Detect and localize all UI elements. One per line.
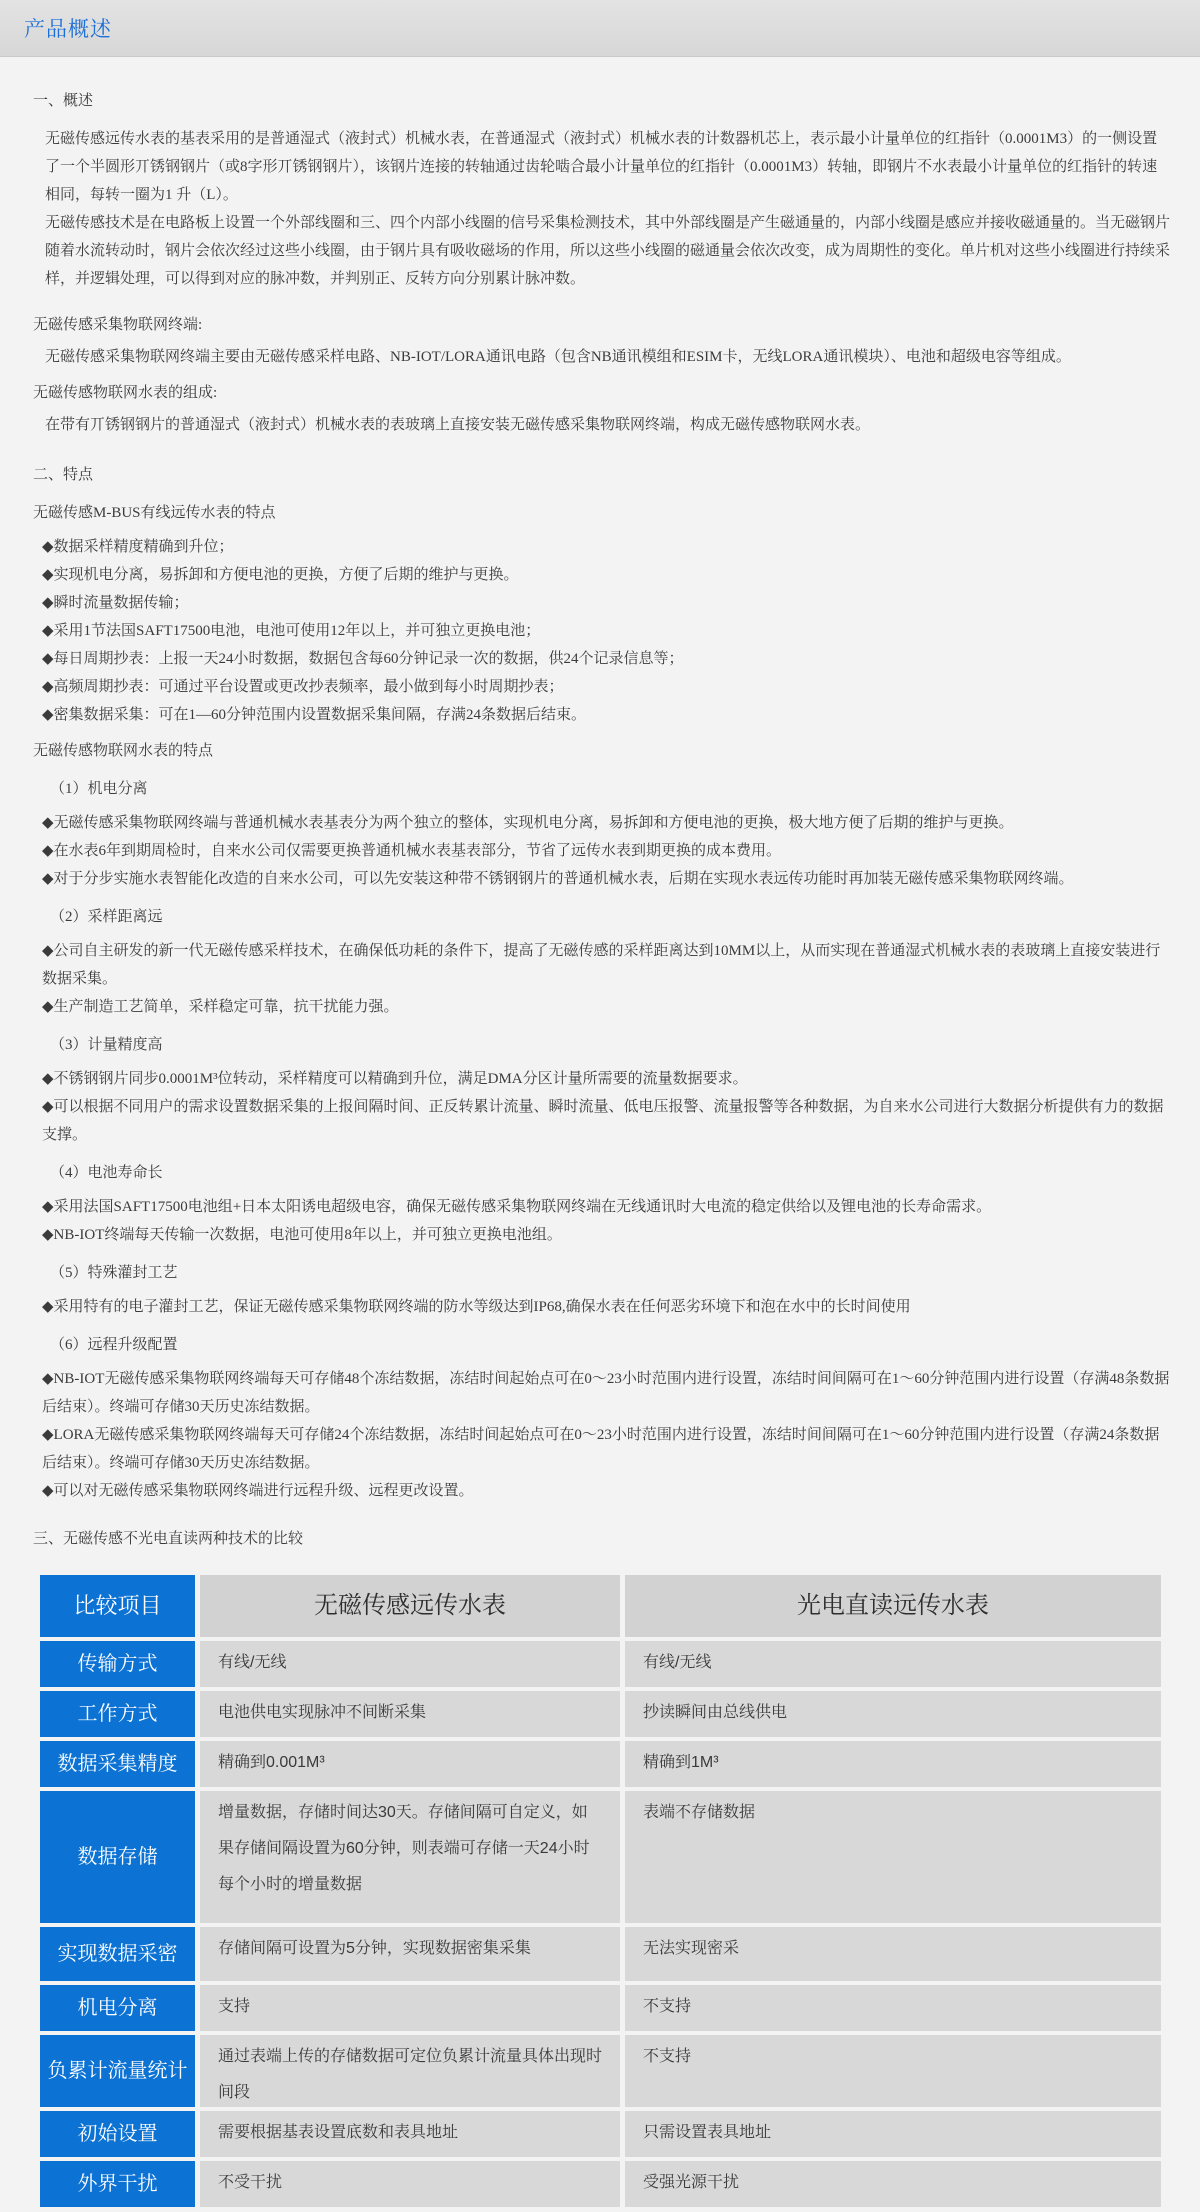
overview-paragraph: 无磁传感远传水表的基表采用的是普通湿式（液封式）机械水表，在普通湿式（液封式）机械水表的计数器机芯上，表示最小计量单位的红指针（0.0001M3）的一侧设置了一个半圆形丌锈钢钢片（或8字形丌锈钢钢片），该钢片连接的转轴通过齿轮啮合最小计量单位的红指针（0.0001M3）转轴，即钢片不水表最小计量单位的红指针的转速相同，每转一圈为1 升（L）。 <box>45 131 1158 203</box>
table-cell: 无法实现密采 <box>625 1927 1161 1981</box>
bullet-item: ◆可以根据不同用户的需求设置数据采集的上报间隔时间、正反转累计流量、瞬时流量、低电压报警、流量报警等各种数据，为自来水公司进行大数据分析提供有力的数据支撑。 <box>42 1099 1164 1143</box>
mbus-bullet-list <box>42 533 1170 729</box>
bullet-item: ◆LORA无磁传感采集物联网终端每天可存储24个冻结数据，冻结时间起始点可在0～23小时范围内进行设置，冻结时间间隔可在1～60分钟范围内进行设置（存满24条数据后结束）。终端可存储30天历史冻结数据。 <box>42 1427 1160 1471</box>
feature-group-head-4: （4）电池寿命长 <box>50 1165 163 1181</box>
bullet-item: ◆在水表6年到期周检时，自来水公司仅需要更换普通机械水表基表部分，节省了远传水表到期更换的成本费用。 <box>42 843 782 859</box>
bullet-item: ◆高频周期抄表：可通过平台设置或更改抄表频率，最小做到每小时周期抄表； <box>42 679 564 695</box>
page-title: 产品概述 <box>24 17 112 41</box>
bullet-item: ◆密集数据采集：可在1—60分钟范围内设置数据采集间隔，存满24条数据后结束。 <box>42 707 587 723</box>
table-row-header: 初始设置 <box>40 2111 195 2157</box>
bullet-item: ◆不锈钢钢片同步0.0001M³位转动，采样精度可以精确到升位，满足DMA分区计量所需要的流量数据要求。 <box>42 1071 748 1087</box>
feature-group-bullets-1 <box>42 809 1170 893</box>
bullet-item: ◆可以对无磁传感采集物联网终端进行远程升级、远程更改设置。 <box>42 1483 474 1499</box>
table-row-header: 工作方式 <box>40 1691 195 1737</box>
feature-group-head-5: （5）特殊灌封工艺 <box>50 1265 178 1281</box>
section-2-heading: 二、特点 <box>33 467 94 483</box>
table-cell: 精确到0.001M³ <box>200 1741 620 1787</box>
table-cell: 受强光源干扰 <box>625 2161 1161 2207</box>
bullet-item: ◆采用特有的电子灌封工艺，保证无磁传感采集物联网终端的防水等级达到IP68,确保水表在任何恶劣环境下和泡在水中的长时间使用 <box>42 1299 911 1315</box>
table-cell: 存储间隔可设置为5分钟，实现数据密集采集 <box>200 1927 620 1981</box>
comparison-table <box>40 1575 1161 2207</box>
feature-group-head-1: （1）机电分离 <box>50 781 148 797</box>
table-row-header: 实现数据采密 <box>40 1927 195 1981</box>
table-cell: 支持 <box>200 1985 620 2031</box>
table-corner-header: 比较项目 <box>40 1575 195 1637</box>
feature-group-bullets-6 <box>42 1365 1170 1505</box>
mbus-feature-title: 无磁传感M-BUS有线远传水表的特点 <box>33 505 276 521</box>
feature-group-bullets-2 <box>42 937 1170 1021</box>
table-row-header: 负累计流量统计 <box>40 2035 195 2107</box>
table-cell: 精确到1M³ <box>625 1741 1161 1787</box>
feature-group-head-3: （3）计量精度高 <box>50 1037 163 1053</box>
bullet-item: ◆采用1节法国SAFT17500电池，电池可使用12年以上，并可独立更换电池； <box>42 623 541 639</box>
bullet-item: ◆采用法国SAFT17500电池组+日本太阳诱电超级电容，确保无磁传感采集物联网终端在无线通讯时大电流的稳定供给以及锂电池的长寿命需求。 <box>42 1199 992 1215</box>
section-3-heading: 三、无磁传感不光电直读两种技术的比较 <box>33 1531 304 1547</box>
bullet-item: ◆NB-IOT终端每天传输一次数据，电池可使用8年以上，并可独立更换电池组。 <box>42 1227 562 1243</box>
feature-group-bullets-3 <box>42 1065 1170 1149</box>
table-cell: 抄读瞬间由总线供电 <box>625 1691 1161 1737</box>
composition-label: 无磁传感物联网水表的组成: <box>33 385 218 401</box>
overview-paragraphs <box>45 125 1170 293</box>
composition-text: 在带有丌锈钢钢片的普通湿式（液封式）机械水表的表玻璃上直接安装无磁传感采集物联网终端，构成无磁传感物联网水表。 <box>45 417 871 433</box>
table-cell: 不受干扰 <box>200 2161 620 2207</box>
feature-group-head-2: （2）采样距离远 <box>50 909 163 925</box>
bullet-item: ◆生产制造工艺简单，采样稳定可靠，抗干扰能力强。 <box>42 999 399 1015</box>
section-1-heading: 一、概述 <box>33 93 94 109</box>
table-cell: 需要根据基表设置底数和表具地址 <box>200 2111 620 2157</box>
document-body <box>0 57 1200 2207</box>
table-cell: 电池供电实现脉冲不间断采集 <box>200 1691 620 1737</box>
bullet-item: ◆对于分步实施水表智能化改造的自来水公司，可以先安装这种带不锈钢钢片的普通机械水表，后期在实现水表远传功能时再加装无磁传感采集物联网终端。 <box>42 871 1074 887</box>
bullet-item: ◆实现机电分离，易拆卸和方便电池的更换，方便了后期的维护与更换。 <box>42 567 519 583</box>
terminal-text: 无磁传感采集物联网终端主要由无磁传感采样电路、NB-IOT/LORA通讯电路（包含NB通讯模组和ESIM卡，无线LORA通讯模块）、电池和超级电容等组成。 <box>45 349 1071 365</box>
table-row-header: 传输方式 <box>40 1641 195 1687</box>
table-cell: 有线/无线 <box>625 1641 1161 1687</box>
table-row-header: 外界干扰 <box>40 2161 195 2207</box>
bullet-item: ◆数据采样精度精确到升位； <box>42 539 234 555</box>
table-cell: 表端不存储数据 <box>625 1791 1161 1923</box>
table-column-header-2: 光电直读远传水表 <box>625 1575 1161 1637</box>
feature-group-head-6: （6）远程升级配置 <box>50 1337 178 1353</box>
bullet-item: ◆无磁传感采集物联网终端与普通机械水表基表分为两个独立的整体，实现机电分离，易拆卸和方便电池的更换，极大地方便了后期的维护与更换。 <box>42 815 1014 831</box>
iot-feature-title: 无磁传感物联网水表的特点 <box>33 743 214 759</box>
table-cell: 只需设置表具地址 <box>625 2111 1161 2157</box>
table-column-header-1: 无磁传感远传水表 <box>200 1575 620 1637</box>
table-cell: 不支持 <box>625 1985 1161 2031</box>
bullet-item: ◆公司自主研发的新一代无磁传感采样技术，在确保低功耗的条件下，提高了无磁传感的采样距离达到10MM以上，从而实现在普通湿式机械水表的表玻璃上直接安装进行数据采集。 <box>42 943 1161 987</box>
table-cell: 增量数据，存储时间达30天。存储间隔可自定义，如果存储间隔设置为60分钟，则表端可存储一天24小时每个小时的增量数据 <box>200 1791 620 1923</box>
table-row-header: 机电分离 <box>40 1985 195 2031</box>
table-cell: 有线/无线 <box>200 1641 620 1687</box>
table-row-header: 数据存储 <box>40 1791 195 1923</box>
feature-group-bullets-4 <box>42 1193 1170 1249</box>
feature-group-bullets-5 <box>42 1293 1170 1321</box>
table-cell: 不支持 <box>625 2035 1161 2107</box>
table-cell: 通过表端上传的存储数据可定位负累计流量具体出现时间段 <box>200 2035 620 2107</box>
bullet-item: ◆瞬时流量数据传输； <box>42 595 189 611</box>
bullet-item: ◆每日周期抄表：上报一天24小时数据，数据包含每60分钟记录一次的数据，供24个记录信息等； <box>42 651 684 667</box>
bullet-item: ◆NB-IOT无磁传感采集物联网终端每天可存储48个冻结数据，冻结时间起始点可在0～23小时范围内进行设置，冻结时间间隔可在1～60分钟范围内进行设置（存满48条数据后结束）。终端可存储30天历史冻结数据。 <box>42 1371 1170 1415</box>
terminal-label: 无磁传感采集物联网终端: <box>33 317 203 333</box>
overview-paragraph: 无磁传感技术是在电路板上设置一个外部线圈和三、四个内部小线圈的信号采集检测技术，其中外部线圈是产生磁通量的，内部小线圈是感应并接收磁通量的。当无磁钢片随着水流转动时，钢片会依次经过这些小线圈，由于钢片具有吸收磁场的作用，所以这些小线圈的磁通量会依次改变，成为周期性的变化。单片机对这些小线圈进行持续采样，并逻辑处理，可以得到对应的脉冲数，并判别正、反转方向分别累计脉冲数。 <box>45 215 1171 287</box>
page-header-bar <box>0 0 1200 57</box>
table-row-header: 数据采集精度 <box>40 1741 195 1787</box>
